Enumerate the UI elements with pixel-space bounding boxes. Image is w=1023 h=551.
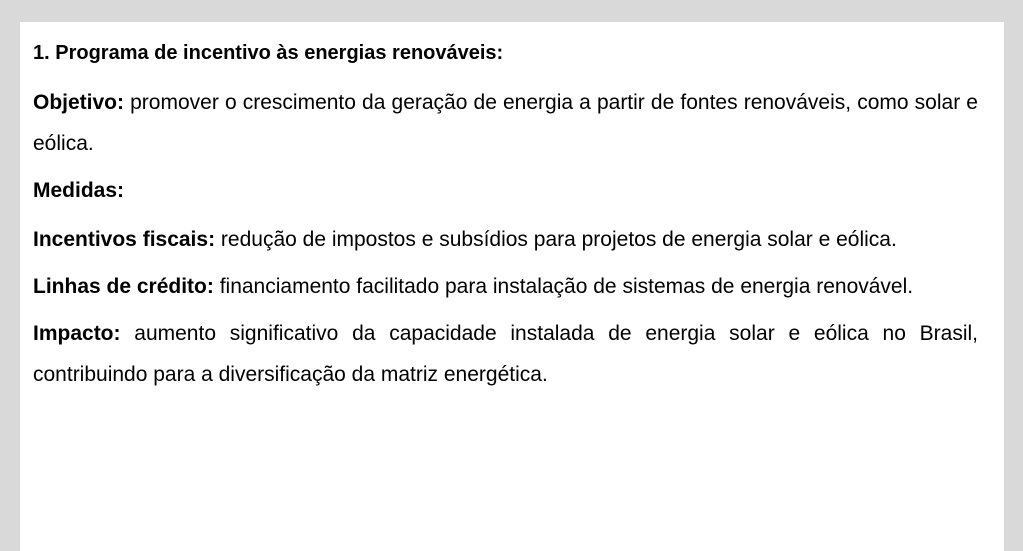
objetivo-text: promover o crescimento da geração de energia a partir de fontes renováveis, como solar e eólica. bbox=[33, 91, 978, 155]
medidas-label: Medidas: bbox=[33, 179, 125, 202]
objetivo-paragraph bbox=[33, 82, 978, 164]
impacto-text: aumento significativo da capacidade instalada de energia solar e eólica no Brasil, contribuindo para a diversificação da matriz energética. bbox=[33, 322, 978, 386]
impacto-label: Impacto: bbox=[33, 322, 121, 345]
section-heading: 1. Programa de incentivo às energias renováveis: bbox=[33, 42, 504, 64]
incentivos-text: redução de impostos e subsídios para projetos de energia solar e eólica. bbox=[215, 228, 897, 251]
incentivos-paragraph bbox=[33, 219, 978, 260]
objetivo-label: Objetivo: bbox=[33, 91, 125, 114]
medidas-paragraph bbox=[33, 170, 978, 211]
linhas-label: Linhas de crédito: bbox=[33, 275, 214, 298]
linhas-paragraph bbox=[33, 266, 978, 307]
document-page bbox=[20, 22, 1004, 551]
linhas-text: financiamento facilitado para instalação de sistemas de energia renovável. bbox=[213, 275, 914, 298]
impacto-paragraph bbox=[33, 313, 978, 395]
incentivos-label: Incentivos fiscais: bbox=[33, 228, 216, 251]
